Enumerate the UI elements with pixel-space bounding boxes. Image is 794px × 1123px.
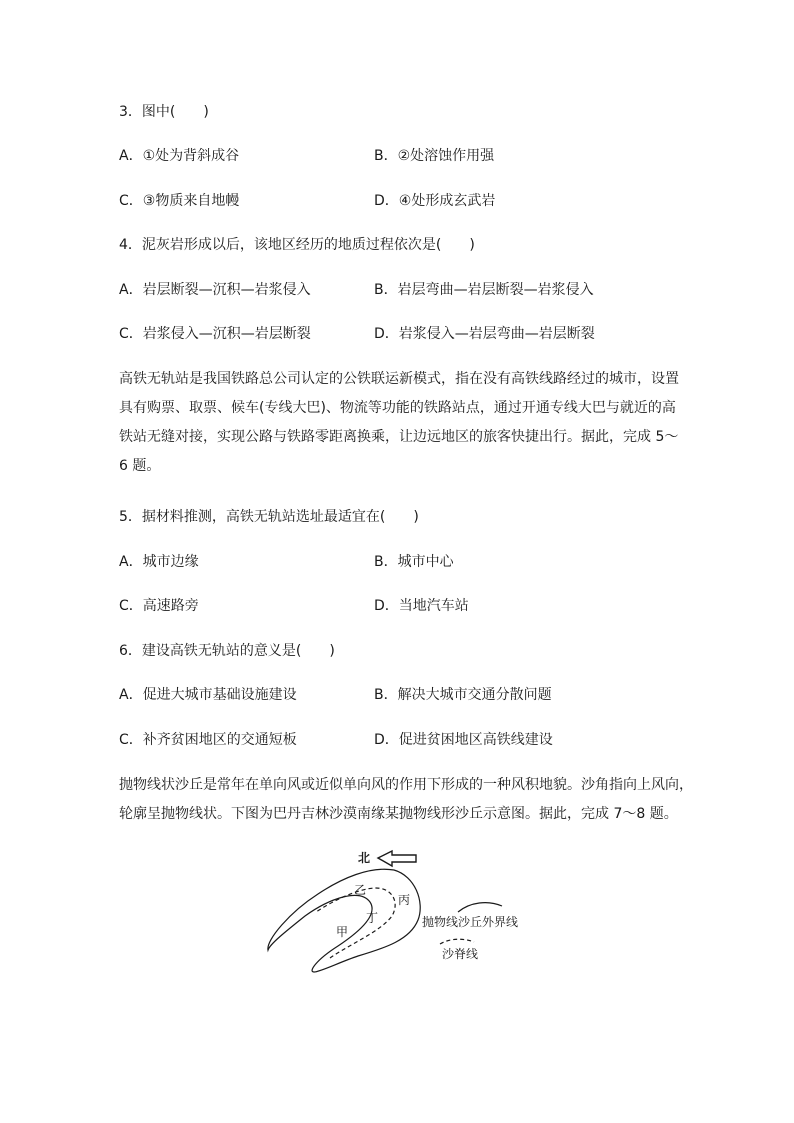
label-ding: 丁: [366, 911, 379, 925]
north-label: 北: [358, 851, 371, 865]
passage-line: 铁站无缝对接，实现公路与铁路零距离换乘，让边远地区的旅客快捷出行。据此，完成 5～: [119, 429, 679, 445]
q3-option-c: C．③物质来自地幔: [119, 193, 240, 209]
passage-rail-stations: [119, 365, 679, 481]
q6-stem: 6．建设高铁无轨站的意义是( ): [119, 643, 335, 659]
q4-option-b: B．岩层弯曲—岩层断裂—岩浆侵入: [374, 282, 594, 298]
q3-option-a: A．①处为背斜成谷: [119, 148, 240, 164]
q4-option-d: D．岩浆侵入—岩层弯曲—岩层断裂: [374, 326, 595, 342]
parabolic-dune-diagram: [250, 840, 550, 990]
legend-outer-line-sample: [458, 903, 502, 912]
q6-option-c: C．补齐贫困地区的交通短板: [119, 732, 297, 748]
q4-option-a: A．岩层断裂—沉积—岩浆侵入: [119, 282, 311, 298]
q5-option-a: A．城市边缘: [119, 554, 199, 570]
q5-option-c: C．高速路旁: [119, 598, 199, 614]
label-jia: 甲: [336, 925, 349, 939]
q6-option-a: A．促进大城市基础设施建设: [119, 687, 297, 703]
legend-ridge-label: 沙脊线: [442, 947, 479, 961]
label-yi: 乙: [354, 883, 367, 897]
q3-option-d: D．④处形成玄武岩: [374, 193, 496, 209]
q5-stem: 5．据材料推测，高铁无轨站选址最适宜在( ): [119, 509, 419, 525]
q3-stem: 3．图中( ): [119, 104, 209, 120]
q4-option-c: C．岩浆侵入—沉积—岩层断裂: [119, 326, 311, 342]
passage-line: 抛物线状沙丘是常年在单向风或近似单向风的作用下形成的一种风积地貌。沙角指向上风向，: [119, 777, 693, 793]
passage-line: 6 题。: [119, 458, 161, 474]
label-bing: 丙: [398, 893, 411, 907]
left-arrow-icon: [378, 851, 416, 866]
q3-option-b: B．②处溶蚀作用强: [374, 148, 495, 164]
passage-line: 轮廓呈抛物线状。下图为巴丹吉林沙漠南缘某抛物线形沙丘示意图。据此，完成 7～8 题。: [119, 806, 678, 822]
q5-option-b: B．城市中心: [374, 554, 454, 570]
q6-option-b: B．解决大城市交通分散问题: [374, 687, 552, 703]
dune-outer-boundary: [268, 869, 420, 972]
q4-stem: 4．泥灰岩形成以后，该地区经历的地质过程依次是( ): [119, 237, 475, 253]
passage-line: 具有购票、取票、候车(专线大巴)、物流等功能的铁路站点，通过开通专线大巴与就近的高: [119, 400, 676, 416]
q6-option-d: D．促进贫困地区高铁线建设: [374, 732, 553, 748]
q5-option-d: D．当地汽车站: [374, 598, 469, 614]
passage-sand-dunes: [119, 771, 693, 829]
passage-line: 高铁无轨站是我国铁路总公司认定的公铁联运新模式，指在没有高铁线路经过的城市，设置: [119, 371, 679, 387]
legend-ridge-line-sample: [440, 939, 474, 944]
legend-outer-label: 抛物线沙丘外界线: [422, 915, 519, 929]
